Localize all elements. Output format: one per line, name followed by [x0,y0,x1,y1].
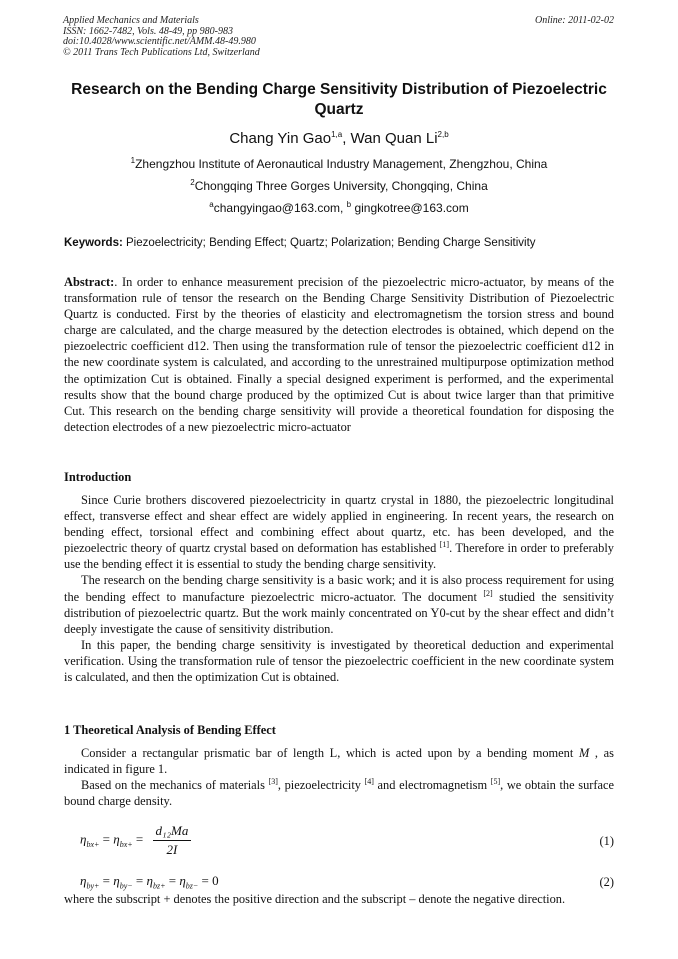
s1-p2-text-c: and electromagnetism [373,778,491,793]
intro-p1-text-a: Since Curie brothers discovered piezoelectricity in quartz crystal in 1880, the piezoelectric longitudinal effect, transverse effect and shear effect are widely applied in engineering. In recent years, the research on bending effect, torsional effect and combining effect about quartz, etc. has been developed, and the piezoelectric theory of quartz crystal based on deformation has established [64,493,614,556]
equation-2 [80,873,219,889]
email-line [60,201,618,216]
section-1-body [64,745,614,809]
eq2-symbol-3: η [146,873,153,888]
eq2-symbol-4: η [179,873,186,888]
eq2-equals-2: = [132,873,147,888]
eq2-sub-4: bz− [185,881,199,891]
intro-paragraph-1 [64,492,614,572]
author-separator: , [342,130,351,147]
affiliation-1-sup: 1 [130,156,136,165]
intro-p2-text-b: studied the sensitivity distribution of piezoelectric quartz. But the work mainly concentrated on Y0-cut by the shear effect and didn’t deeply investigate the cause of sensitivity distribution. [64,589,614,636]
moment-symbol: M [578,746,590,760]
email-a: changyingao@163.com, [213,201,347,215]
citation-2: [2] [483,588,493,598]
equation-1-number: (1) [599,834,614,848]
email-a-sup: a [209,200,214,209]
eq1-lhs-symbol: η [80,831,87,847]
s1-p2-text-b: , piezoelectricity [277,778,365,793]
section-1-paragraph-1 [64,745,614,777]
email-b: gingkotree@163.com [351,201,469,215]
citation-3: [3] [268,777,278,787]
author-line [60,130,618,148]
journal-header [63,16,260,58]
author-2: Wan Quan Li [350,130,438,147]
section-1-paragraph-2 [64,777,614,809]
citation-5: [5] [490,777,501,787]
eq2-equals-4: = [198,873,213,888]
abstract-label: Abstract: [64,275,115,289]
author-1: Chang Yin Gao [229,130,332,147]
eq2-rhs: 0 [212,873,219,888]
affiliation-2 [60,179,618,194]
affiliation-1-text: Zhengzhou Institute of Aeronautical Industry Management, Zhengzhou, China [135,157,548,171]
eq1-denominator: 2I [166,842,178,857]
paper-title: Research on the Bending Charge Sensitivity Distribution of Piezoelectric Quartz [71,81,607,118]
eq2-symbol-2: η [113,873,120,888]
eq2-sub-3: bz+ [152,881,166,891]
author-2-sup: 2,b [437,130,449,139]
eq1-equals-a: = [99,831,114,847]
eq2-symbol-1: η [80,873,87,888]
s1-p1-text-b: , as indicated in figure 1. [64,746,614,777]
s1-p2-text-a: Based on the mechanics of materials [81,778,269,793]
introduction-heading: Introduction [64,470,132,484]
intro-p2-text-a: The research on the bending charge sensitivity is a basic work; and it is also process requirement for using the bending effect to manufacture piezoelectric micro-actuator. The document [64,573,614,604]
affiliation-2-sup: 2 [190,178,195,187]
keywords-text: Piezoelectricity; Bending Effect; Quartz; Polarization; Bending Charge Sensitivity [122,237,536,249]
eq1-lhs-subscript: bx+ [86,840,100,850]
keywords-label: Keywords: [64,237,123,249]
eq2-sub-2: by− [119,881,133,891]
copyright-line: © 2011 Trans Tech Publications Ltd, Switzerland [63,46,260,58]
eq1-numerator: d₁₂Ma [153,823,192,841]
s1-p2-text-d: , we obtain the surface bound charge density. [64,778,615,809]
eq1-equals-b: = [132,831,147,847]
author-1-sup: 1,a [331,130,343,139]
email-b-sup: b [346,200,352,209]
eq2-equals-1: = [99,873,114,888]
s1-p1-text-a: Consider a rectangular prismatic bar of length L, which is acted upon by a bending moment [81,746,579,760]
closing-sentence: where the subscript + denotes the positive direction and the subscript – denote the negative direction. [64,892,566,906]
abstract-text: . In order to enhance measurement precision of the piezoelectric micro-actuator, by means of the transformation rule of tensor the research on the Bending Charge Sensitivity Distribution of Piezoelectric Quartz is conducted. First by the theories of elasticity and electromagnetism the torsion stress and bound charge are calculated, and the charge measured by the detection electrodes is obtained, which depend on the piezoelectric coefficient d12. Then using the transformation rule of tensor the piezoelectric coefficient d12 in the new coordinate system is calculated, and according to the unrestrained multipurpose optimization method the optimization Cut is obtained. Finally a special designed experiment is performed, and the experimental results show that the bound charge produced by the optimized Cut is about twice larger than that primitive Cut. This research on the bending charge sensitivity will provide a theoretical foundation for disposing the detection electrodes of a new piezoelectric micro-actuator [64,275,614,434]
intro-paragraph-2 [64,572,614,636]
affiliation-2-text: Chongqing Three Gorges University, Chongqing, China [194,179,488,193]
citation-4: [4] [364,777,374,787]
equation-1 [80,823,191,858]
intro-p1-text-b: . Therefore in order to preferably use the bending effect it is essential to study the bending charge sensitivity. [64,541,614,572]
journal-name: Applied Mechanics and Materials [63,15,199,26]
eq2-sub-1: by+ [86,881,100,891]
doi-line: doi:10.4028/www.scientific.net/AMM.48-49.980 [63,36,256,47]
keywords [64,236,616,250]
citation-1: [1] [439,540,450,550]
abstract [64,274,614,435]
eq1-rhs-subscript: bx+ [119,840,133,850]
online-date: Online: 2011-02-02 [535,15,614,26]
eq1-fraction [153,823,192,858]
section-1-heading: 1 Theoretical Analysis of Bending Effect [64,723,276,737]
issn-line: ISSN: 1662-7482, Vols. 48-49, pp 980-983 [63,25,233,37]
equation-2-number: (2) [599,875,614,889]
eq2-equals-3: = [165,873,180,888]
intro-paragraph-3: In this paper, the bending charge sensitivity is investigated by theoretical deduction and experimental verification. Using the transformation rule of tensor the piezoelectric coefficient in the new coordinate system is calculated, and then the optimization Cut is obtained. [64,637,614,685]
introduction-body [64,492,614,685]
affiliation-1 [60,157,618,172]
eq1-rhs-symbol: η [113,831,120,847]
